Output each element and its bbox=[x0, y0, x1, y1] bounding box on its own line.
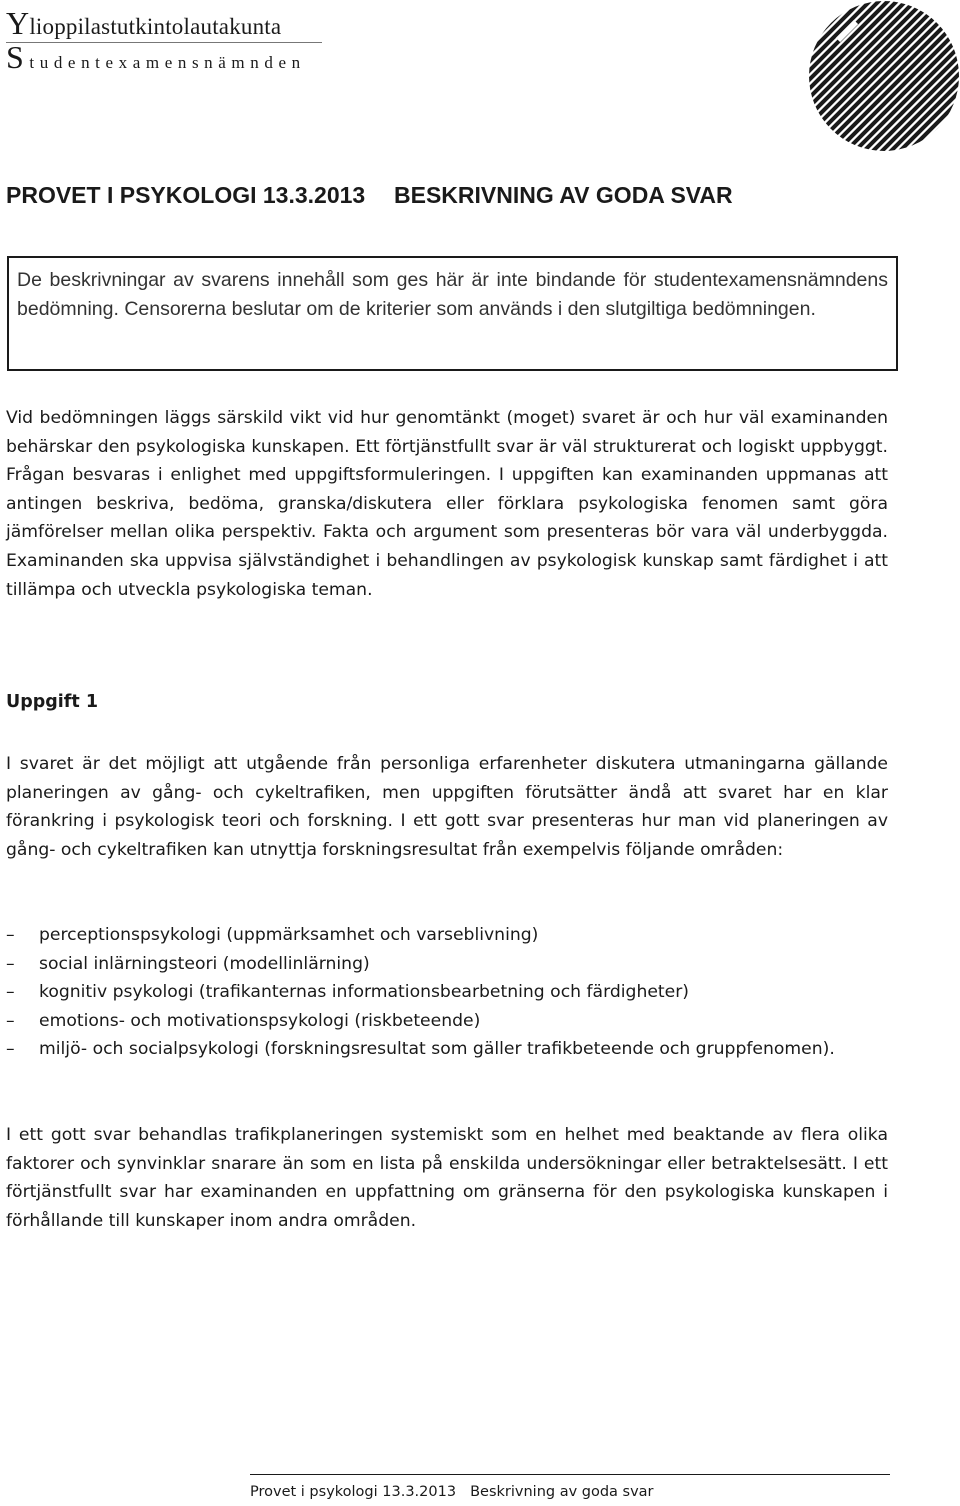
task-heading: Uppgift 1 bbox=[6, 692, 99, 712]
organization-name-swedish: Studentexamensnämnden bbox=[6, 39, 306, 75]
dash-bullet: – bbox=[6, 953, 15, 974]
logo-stripe bbox=[909, 0, 960, 153]
dash-bullet: – bbox=[6, 925, 15, 945]
logo-stripe bbox=[855, 0, 960, 153]
dash-bullet: – bbox=[6, 1039, 15, 1060]
logo-stripe bbox=[808, 0, 934, 153]
intro-paragraph: Vid bedömningen läggs särskild vikt vid hur genomtänkt (moget) svaret är och hur väl examinanden behärskar den psykologiska kunskapen. Ett förtjänstfullt svar är väl strukturerat och logiskt uppbyggt. Frågan besvaras i enlighet med uppgiftsformuleringen. I uppgiften kan examinanden uppmanas att antingen beskriva, bedöma, granska/diskutera eller förklara psykologiska fenomen samt göra jämförelser mellan olika perspektiv. Fakta och argument som presenteras bör vara väl underbyggda. Examinanden ska uppvisa självständighet i behandlingen av psykologisk kunskap samt färdighet i att tillämpa och utveckla psykologiska teman. bbox=[6, 408, 888, 600]
logo-icon bbox=[808, 0, 960, 153]
list-item: – emotions- och motivationspsykologi (riskbeteende) bbox=[6, 1007, 888, 1036]
task-paragraph-1: I svaret är det möjligt att utgående från personliga erfarenheter diskutera utmaningarna gällande planeringen av gång- och cykeltrafiken, men uppgiften förutsätter ändå att svaret har en klar förankring i psykologisk teori och forskning. I ett gott svar presenteras hur man vid planeringen av gång- och cykeltrafiken kan utnyttja forskningsresultat från exempelvis följande områden: bbox=[6, 754, 888, 860]
exam-title: PROVET I PSYKOLOGI 13.3.2013 bbox=[6, 182, 366, 208]
list-item: – kognitiv psykologi (trafikanternas informationsbearbetning och färdigheter) bbox=[6, 978, 888, 1007]
document-subtitle: BESKRIVNING AV GODA SVAR bbox=[394, 182, 733, 208]
footer-doc: Beskrivning av goda svar bbox=[470, 1484, 654, 1500]
page-footer bbox=[250, 1484, 654, 1500]
footer-exam: Provet i psykologi 13.3.2013 bbox=[250, 1484, 457, 1500]
list-item: – perceptionspsykologi (uppmärksamhet och varseblivning) bbox=[6, 921, 888, 950]
organization-name bbox=[6, 5, 322, 77]
list-item: – social inlärningsteori (modellinlärning) bbox=[6, 950, 888, 979]
organization-name-finnish: Ylioppilastutkintolautakunta bbox=[6, 5, 282, 41]
dash-bullet: – bbox=[6, 1010, 15, 1031]
disclaimer-box: De beskrivningar av svarens innehåll som ges här är inte bindande för studentexamensnämndens bedömning. Censorerna beslutar om de kriterier som används i den slutgiltiga bedömningen. bbox=[7, 256, 898, 371]
task-paragraph-2: I ett gott svar behandlas trafikplaneringen systemiskt som en helhet med beaktande av flera olika faktorer och synvinklar snarare än som en lista på enskilda undersökningar eller betraktelsesätt. I ett förtjänstfullt svar har examinanden en uppfattning om gränserna för den psykologiska kunskapen i förhållande till kunskaper inom andra områden. bbox=[6, 1125, 888, 1231]
list-item: – miljö- och socialpsykologi (forskningsresultat som gäller trafikbeteende och gruppfenomen). bbox=[6, 1035, 888, 1064]
document-title bbox=[6, 182, 733, 209]
footer-divider bbox=[250, 1474, 890, 1475]
dash-bullet: – bbox=[6, 982, 15, 1003]
research-areas-list bbox=[6, 921, 888, 1064]
